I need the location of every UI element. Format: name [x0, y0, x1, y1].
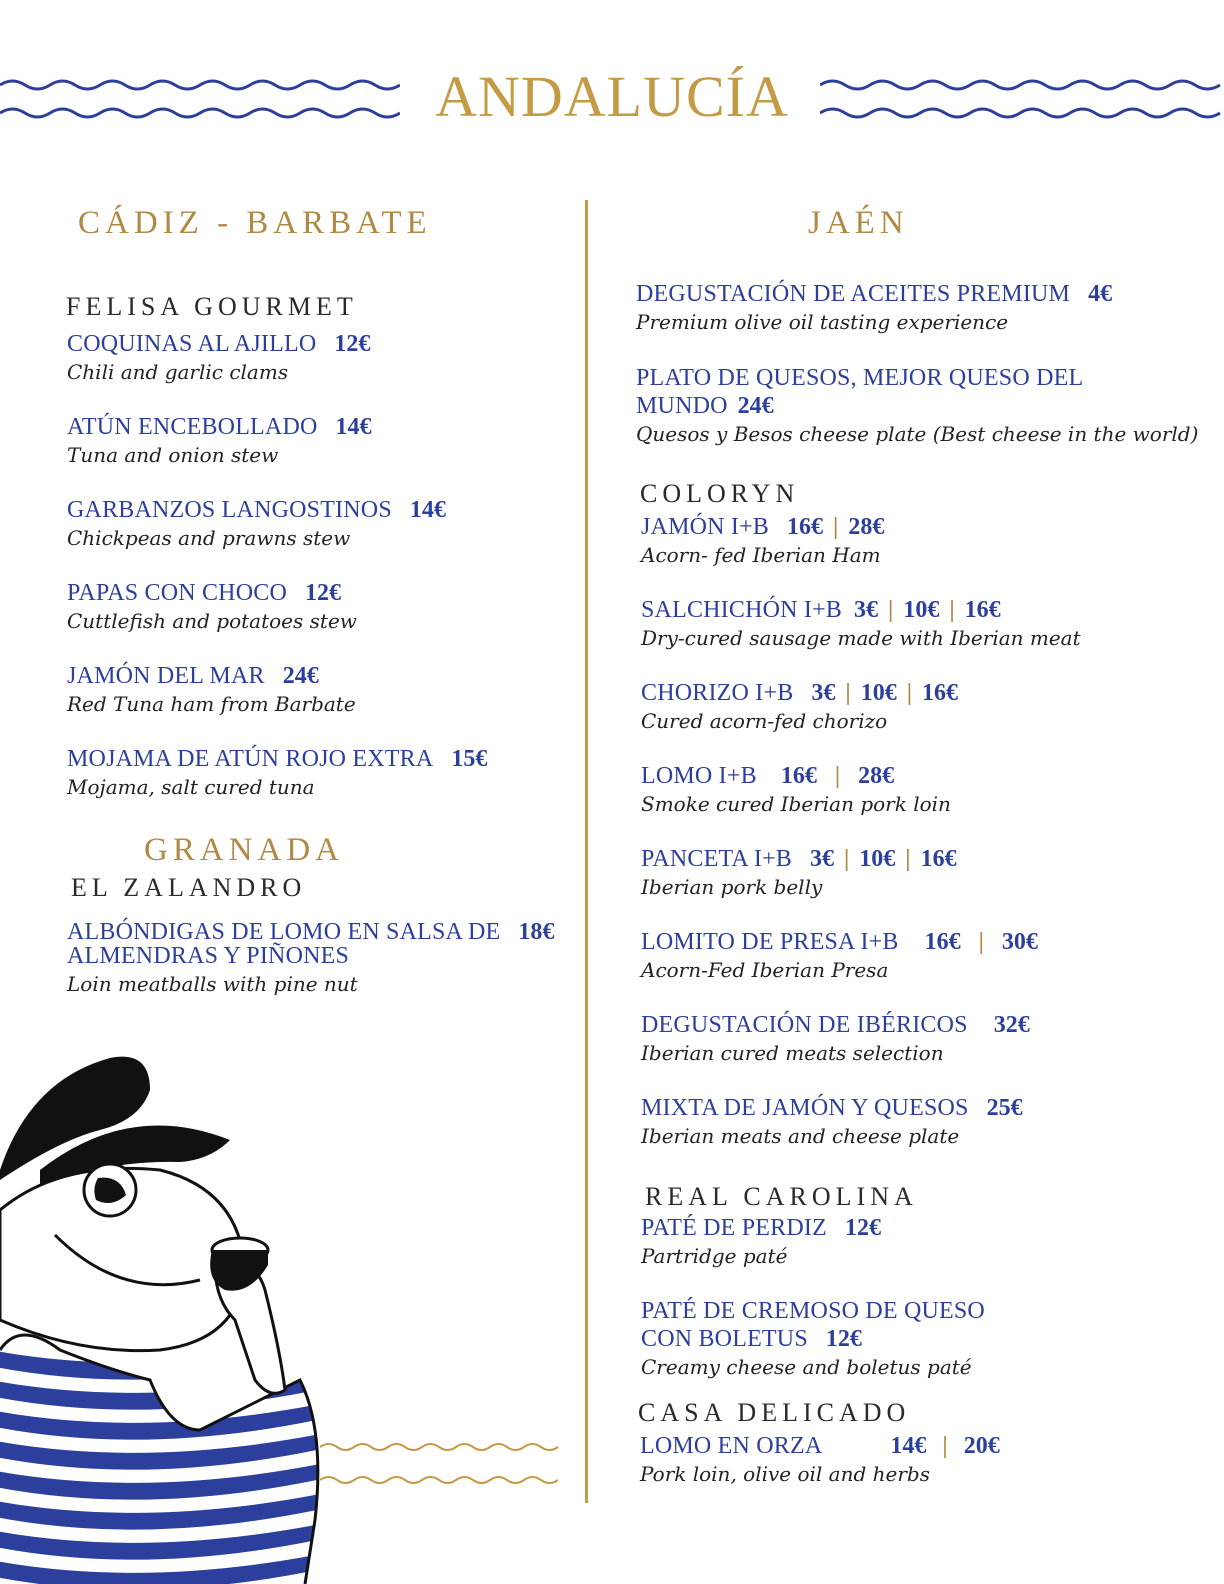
item-name: LOMITO DE PRESA I+B [641, 929, 899, 955]
item-name-line2: ALMENDRAS Y PIÑONES [67, 943, 350, 969]
item-name: PATÉ DE CREMOSO DE QUESO [641, 1298, 985, 1324]
item-price: 12€ [334, 331, 371, 357]
producer-real-carolina: REAL CAROLINA [645, 1182, 918, 1211]
item-description: Creamy cheese and boletus paté [641, 1355, 972, 1379]
price-separator: | [949, 597, 955, 623]
menu-item [641, 928, 1038, 984]
item-description: Mojama, salt cured tuna [67, 775, 315, 799]
item-description: Smoke cured Iberian pork loin [641, 792, 951, 816]
item-price: 3€ [809, 846, 834, 872]
item-name: PANCETA I+B [641, 846, 792, 872]
item-name: MIXTA DE JAMÓN Y QUESOS [641, 1095, 969, 1121]
item-name: SALCHICHÓN I+B [641, 597, 843, 623]
item-description: Cured acorn-fed chorizo [641, 709, 888, 733]
item-description: Dry-cured sausage made with Iberian meat [641, 626, 1081, 650]
menu-item [67, 745, 487, 801]
item-price: 24€ [737, 393, 774, 419]
item-price: 14€ [409, 497, 446, 523]
item-price: 16€ [924, 929, 961, 955]
item-price: 18€ [518, 919, 555, 945]
price-separator: | [905, 846, 911, 872]
menu-item [67, 579, 357, 635]
item-description: Chickpeas and prawns stew [67, 526, 351, 550]
menu-item [641, 679, 958, 735]
item-name: ALBÓNDIGAS DE LOMO EN SALSA DE [67, 919, 501, 945]
item-price: 14€ [890, 1433, 927, 1459]
price-separator: | [978, 929, 984, 955]
item-name: PLATO DE QUESOS, MEJOR QUESO DEL [636, 365, 1084, 391]
column-divider [585, 200, 588, 1503]
menu-item [636, 364, 1198, 448]
item-price: 16€ [922, 680, 958, 706]
producer-felisa-gourmet: FELISA GOURMET [66, 292, 358, 321]
item-price: 25€ [986, 1095, 1023, 1121]
item-description: Quesos y Besos cheese plate (Best cheese in the world) [636, 422, 1199, 446]
item-name: LOMO EN ORZA [640, 1433, 823, 1459]
item-price: 24€ [282, 663, 319, 689]
item-name: LOMO I+B [641, 763, 757, 789]
item-price: 14€ [335, 414, 372, 440]
producer-casa-delicado: CASA DELICADO [638, 1398, 911, 1427]
item-price: 12€ [825, 1326, 862, 1352]
item-description: Partridge paté [641, 1244, 788, 1268]
item-price: 30€ [1001, 929, 1038, 955]
wave-decoration-bottom-icon [320, 1432, 560, 1502]
item-price: 20€ [963, 1433, 1000, 1459]
region-jaen: JAÉN [808, 205, 909, 241]
price-separator: | [906, 680, 912, 706]
item-price: 28€ [858, 763, 895, 789]
item-description: Acorn-Fed Iberian Presa [641, 958, 889, 982]
item-description: Iberian pork belly [641, 875, 823, 899]
item-name: MOJAMA DE ATÚN ROJO EXTRA [67, 746, 434, 772]
item-description: Pork loin, olive oil and herbs [640, 1462, 930, 1486]
producer-el-zalandro: EL ZALANDRO [71, 873, 307, 902]
item-name: PATÉ DE PERDIZ [641, 1215, 827, 1241]
item-description: Loin meatballs with pine nut [67, 972, 358, 996]
item-name: DEGUSTACIÓN DE ACEITES PREMIUM [636, 281, 1071, 307]
item-price: 10€ [860, 680, 897, 706]
page-title: ANDALUCÍA [435, 64, 789, 129]
item-price: 16€ [780, 763, 817, 789]
menu-item [641, 1214, 881, 1270]
price-separator: | [833, 514, 839, 540]
item-price: 10€ [903, 597, 940, 623]
item-name: JAMÓN DEL MAR [67, 663, 265, 689]
item-description: Red Tuna ham from Barbate [67, 692, 356, 716]
item-price: 12€ [304, 580, 341, 606]
item-name: JAMÓN I+B [641, 514, 770, 540]
item-description: Iberian meats and cheese plate [641, 1124, 960, 1148]
price-separator: | [845, 680, 851, 706]
item-description: Acorn- fed Iberian Ham [641, 543, 881, 567]
item-price: 16€ [964, 597, 1001, 623]
item-name-line2: MUNDO [636, 393, 728, 419]
menu-item [67, 918, 554, 998]
price-separator: | [942, 1433, 948, 1459]
item-name: CHORIZO I+B [641, 680, 794, 706]
item-price: 4€ [1088, 281, 1113, 307]
item-name: ATÚN ENCEBOLLADO [67, 414, 318, 440]
item-name-line2: CON BOLETUS [641, 1326, 808, 1352]
item-name: DEGUSTACIÓN DE IBÉRICOS [641, 1012, 968, 1038]
sailor-fish-illustration [0, 1050, 340, 1584]
item-price: 3€ [854, 597, 879, 623]
menu-item [67, 496, 446, 552]
item-name: PAPAS CON CHOCO [67, 580, 287, 606]
item-price: 28€ [848, 514, 885, 540]
price-separator: | [843, 846, 850, 872]
menu-item [641, 1297, 985, 1381]
item-description: Chili and garlic clams [67, 360, 289, 384]
menu-item [67, 330, 370, 386]
price-separator: | [834, 763, 841, 789]
region-granada: GRANADA [144, 832, 344, 868]
item-price: 12€ [844, 1215, 881, 1241]
item-price: 3€ [811, 680, 836, 706]
item-description: Premium olive oil tasting experience [636, 310, 1009, 334]
menu-item [641, 596, 1081, 652]
menu-item [640, 1432, 1000, 1488]
menu-item [641, 513, 884, 569]
menu-item [67, 662, 356, 718]
item-description: Tuna and onion stew [67, 443, 279, 467]
menu-item [67, 413, 372, 469]
item-price: 16€ [787, 514, 824, 540]
item-name: GARBANZOS LANGOSTINOS [67, 497, 392, 523]
menu-item [641, 1094, 1023, 1150]
price-separator: | [888, 597, 894, 623]
menu-item [641, 845, 957, 901]
menu-item [641, 762, 951, 818]
menu-item [636, 280, 1112, 336]
item-name: COQUINAS AL AJILLO [67, 331, 317, 357]
item-price: 16€ [920, 846, 957, 872]
item-price: 32€ [993, 1012, 1030, 1038]
item-description: Iberian cured meats selection [641, 1041, 944, 1065]
item-price: 10€ [859, 846, 896, 872]
item-description: Cuttlefish and potatoes stew [67, 609, 357, 633]
menu-item [641, 1011, 1030, 1067]
producer-coloryn: COLORYN [640, 479, 800, 508]
region-cadiz-barbate: CÁDIZ - BARBATE [78, 205, 432, 241]
item-price: 15€ [451, 746, 488, 772]
